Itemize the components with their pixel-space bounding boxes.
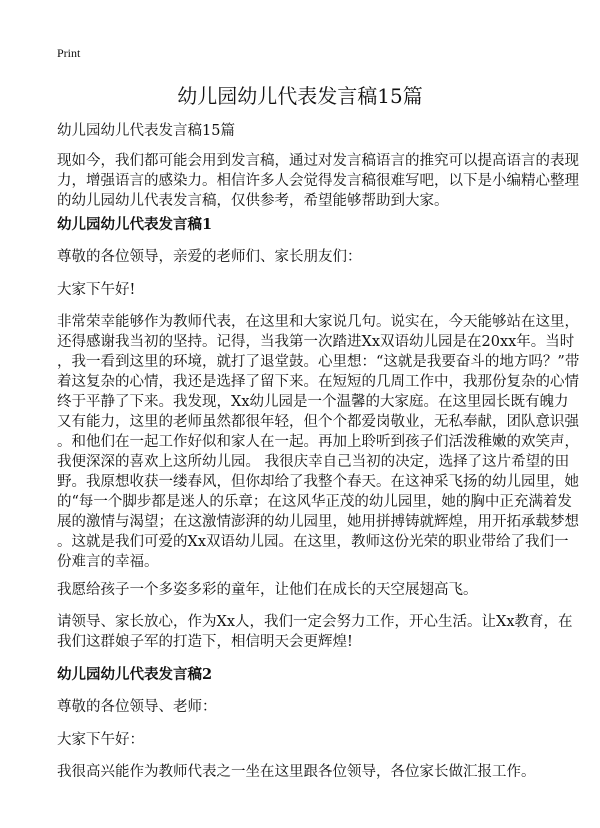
text-line: 又有能力，这里的老师虽然都很年轻，但个个都爱岗敬业，无私奉献，团队意识强 bbox=[57, 414, 579, 430]
section-heading-2: 幼儿园幼儿代表发言稿2 bbox=[57, 666, 213, 683]
greeting-1: 尊敬的各位领导，亲爱的老师们、家长朋友们： bbox=[57, 249, 362, 265]
text-line: 非常荣幸能够作为教师代表，在这里和大家说几句。说实在，今天能够站在这里， bbox=[57, 314, 579, 330]
text-line: ，我一看到这里的环境，就打了退堂鼓。心里想：“这就是我要奋斗的地方吗？”带 bbox=[57, 354, 580, 370]
text-line: 力，增强语言的感染力。相信许多人会觉得发言稿很难写吧，以下是小编精心整理 bbox=[57, 173, 579, 189]
text-line: 。这就是我们可爱的Xx双语幼儿园。在这里，教师这份光荣的职业带给了我们一 bbox=[57, 534, 569, 550]
text-line: 还得感谢我当初的坚持。记得，当我第一次踏进Xx双语幼儿园是在20xx年。当时 bbox=[57, 334, 575, 350]
print-link[interactable]: Print bbox=[57, 46, 81, 60]
text-line: 终于平静了下来。我发现，Xx幼儿园是一个温馨的大家庭。在这里园长既有魄力 bbox=[57, 394, 569, 410]
hello-1: 大家下午好! bbox=[57, 282, 136, 298]
text-line: 我便深深的喜欢上这所幼儿园。 我很庆幸自己当初的决定，选择了这片希望的田 bbox=[57, 454, 570, 470]
text-line: 。和他们在一起工作好似和家人在一起。再加上聆听到孩子们活泼稚嫩的欢笑声， bbox=[57, 434, 579, 450]
closing-paragraph bbox=[57, 612, 573, 652]
text-line: 现如今，我们都可能会用到发言稿，通过对发言稿语言的推究可以提高语言的表现 bbox=[57, 153, 579, 169]
text-line: 份难言的幸福。 bbox=[57, 554, 159, 570]
text-line: 我们这群娘子军的打造下，相信明天会更辉煌! bbox=[57, 634, 353, 650]
wish-paragraph: 我愿给孩子一个多姿多彩的童年，让他们在成长的天空展翅高飞。 bbox=[57, 582, 478, 598]
page-title: 幼儿园幼儿代表发言稿15篇 bbox=[177, 84, 423, 108]
text-line: 展的激情与渴望；在这激情澎湃的幼儿园里，她用拼搏铸就辉煌，用开拓承载梦想 bbox=[57, 514, 579, 530]
section-heading-1: 幼儿园幼儿代表发言稿1 bbox=[57, 216, 213, 233]
greeting-2: 尊敬的各位领导、老师： bbox=[57, 699, 217, 715]
text-line: 的幼儿园幼儿代表发言稿，仅供参考，希望能够帮助到大家。 bbox=[57, 193, 449, 209]
subtitle: 幼儿园幼儿代表发言稿15篇 bbox=[57, 123, 235, 139]
intro-paragraph bbox=[57, 151, 579, 211]
text-line: 请领导、家长放心，作为Xx人，我们一定会努力工作，开心生活。让Xx教育，在 bbox=[57, 614, 573, 630]
text-line: 着这复杂的心情，我还是选择了留下来。在短短的几周工作中，我那份复杂的心情 bbox=[57, 374, 579, 390]
body-paragraph-1 bbox=[57, 312, 580, 572]
hello-2: 大家下午好： bbox=[57, 732, 144, 748]
text-line: 野。我原想收获一缕春风，但你却给了我整个春天。在这神采飞扬的幼儿园里，她 bbox=[57, 474, 579, 490]
text-line: 的“每一个脚步都是迷人的乐章；在这风华正茂的幼儿园里，她的胸中正充满着发 bbox=[57, 494, 572, 510]
body-paragraph-2: 我很高兴能作为教师代表之一坐在这里跟各位领导，各位家长做汇报工作。 bbox=[57, 764, 536, 780]
